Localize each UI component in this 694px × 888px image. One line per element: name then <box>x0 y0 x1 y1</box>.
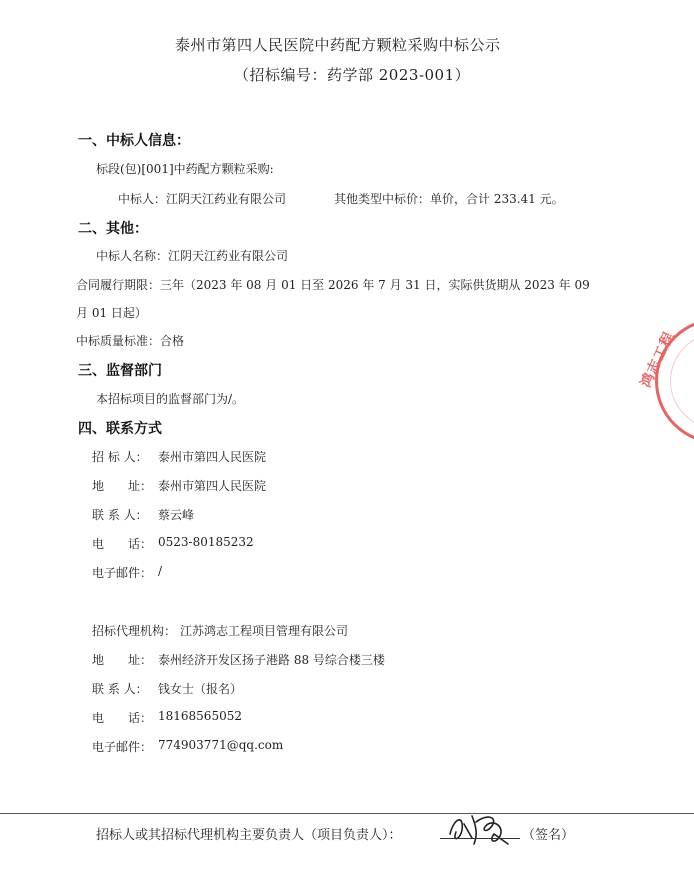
agency-phone: 18168565052 <box>158 709 242 723</box>
agency-name: 江苏鸿志工程项目管理有限公司 <box>180 624 349 638</box>
winning-price: 其他类型中标价：单价，合计 233.41 元。 <box>334 192 564 206</box>
winner-name: 中标人名称：江阴天江药业有限公司 <box>96 249 289 263</box>
tenderer-email: / <box>158 564 163 578</box>
agency-address-label: 地 址： <box>92 653 153 667</box>
footer-divider <box>0 813 694 814</box>
section-heading-other: 二、其他： <box>78 221 148 237</box>
agency-email-label: 电子邮件： <box>92 740 153 754</box>
stamp-text: 鸿志工程 <box>638 329 678 391</box>
signature-underline <box>440 838 520 839</box>
agency-address: 泰州经济开发区扬子港路 88 号综合楼三楼 <box>158 653 385 667</box>
official-seal-stamp <box>638 318 694 444</box>
section-heading-supervision: 三、监督部门 <box>78 363 162 379</box>
agency-phone-label: 电 话： <box>92 711 153 725</box>
contract-period-line2: 月 01 日起） <box>76 306 147 320</box>
lot-info: 标段(包)[001]中药配方颗粒采购: <box>96 162 274 176</box>
tenderer-phone-label: 电 话： <box>92 537 153 551</box>
tenderer-contact-label: 联 系 人： <box>92 508 148 522</box>
agency-email: 774903771@qq.com <box>158 738 284 752</box>
tenderer-contact: 蔡云峰 <box>158 508 195 522</box>
document-title: 泰州市第四人民医院中药配方颗粒采购中标公示 <box>175 36 501 54</box>
agency-contact-label: 联 系 人： <box>92 682 148 696</box>
tenderer-address: 泰州市第四人民医院 <box>158 479 267 493</box>
contract-period-line1: 合同履行期限：三年（2023 年 08 月 01 日至 2026 年 7 月 31 日，实际供货期从 2023 年 09 <box>76 278 590 292</box>
tenderer-email-label: 电子邮件： <box>92 566 153 580</box>
tender-number: （招标编号：药学部 2023-001） <box>234 66 471 84</box>
agency-label: 招标代理机构： <box>92 624 177 638</box>
signature-statement: 招标人或其招标代理机构主要负责人（项目负责人）： <box>96 828 402 843</box>
tenderer-label: 招 标 人： <box>92 450 148 464</box>
quality-standard: 中标质量标准：合格 <box>76 334 185 348</box>
tenderer-phone: 0523-80185232 <box>158 535 254 549</box>
agency-contact: 钱女士（报名） <box>158 682 243 696</box>
sign-label: （签名） <box>522 828 575 843</box>
section-heading-contact: 四、联系方式 <box>78 421 162 437</box>
tenderer-address-label: 地 址： <box>92 479 153 493</box>
section-heading-winner-info: 一、中标人信息： <box>78 133 190 149</box>
tenderer-name: 泰州市第四人民医院 <box>158 450 267 464</box>
winner-company: 中标人：江阴天江药业有限公司 <box>118 192 287 206</box>
supervision-text: 本招标项目的监督部门为/。 <box>96 392 245 406</box>
handwritten-signature <box>442 804 520 852</box>
